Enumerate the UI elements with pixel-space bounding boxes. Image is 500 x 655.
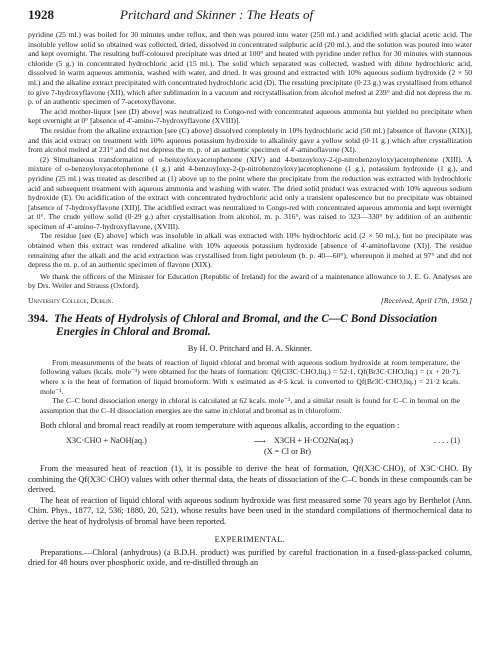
authors: By H. O. Pritchard and H. A. Skinner. <box>187 343 313 353</box>
body-paragraph: Preparations.—Chloral (anhydrous) (a B.D.H. product) was purified by careful fractionation in a fused-glass-packed column, dried for 48 hours over phosphoric oxide, and re-distilled through an <box>28 547 472 568</box>
affiliation: University College, Dublin. <box>28 296 114 306</box>
previous-article-continuation <box>28 30 472 307</box>
body-paragraph: Both chloral and bromal react readily at room temperature with aqueous alkalis, according to the equation : <box>40 421 400 431</box>
article-title-text: The Heats of Hydrolysis of Chloral and Bromal, and the C—C Bond Dissociation Energies in Chloral and Bromal. <box>53 313 438 339</box>
page-number: 1928 <box>28 7 54 22</box>
continuation-paragraph: The residue from the alkaline extraction [see (C) above] dissolved completely in 10% hydrochloric acid (50 ml.) [absence of flavone (XIX)], and this acid extract on treatment with 10% aqueous potassium hydroxide to alkalinity gave a yellow solid (0·11 g.) which after crystallization from alcohol melted at 231° and did not depress the m. p. of an authentic specimen of 4'-aminoflavone (XI). <box>28 125 472 155</box>
affiliation-row <box>28 294 472 307</box>
equation-number: . . . . (1) <box>434 436 460 445</box>
article-number: 394. <box>28 313 48 326</box>
equation <box>28 436 472 460</box>
article-title <box>28 313 472 340</box>
acknowledgement: We thank the officers of the Minister for Education (Republic of Ireland) for the award of a maintenance allowance to J. E. G. Analyses are by Drs. Weiler and Strauss (Oxford). <box>28 271 472 291</box>
abstract <box>28 358 472 416</box>
abstract-paragraph: The C–C bond dissociation energy in chloral is calculated at 62 kcals. mole⁻¹, and a similar result is found for C–C in bromal on the assumption that the C–H dissociation energies are the same in chloral and bromal as in chloroform. <box>40 396 460 415</box>
continuation-paragraph: pyridine (25 ml.) was boiled for 30 minutes under reflux, and then was poured into water (250 ml.) and acidified with glacial acetic acid. The insoluble yellow solid so obtained was collected, dried, dissolved in concentrated sulphuric acid (20 ml.), and the solution was poured into water and kept overnight. The resulting buff-coloured precipitate was dried at 100° and heated with pyridine under reflux for 30 minutes with stannous chloride (5 g.) in concentrated hydrochloric acid (15 ml.). The solid which separated was collected, washed with dilute hydrochloric acid, dissolved in warm aqueous ammonia, washed with water, and dried. It was ground and extracted with 10% aqueous sodium hydroxide (2 × 50 ml.) and the alkaline extract precipitated with concentrated hydrochloric acid (D). The resulting precipitate (0·23 g.) was crystallised from ethanol to give 7-hydroxyflavone (XII), which after sublimation in a vacuum and recrystallisation from alcohol melted at 239° and did not depress the m. p. of an authentic specimen of 7-acetoxyflavone. <box>28 30 472 107</box>
running-title: Pritchard and Skinner : The Heats of <box>120 7 314 22</box>
continuation-paragraph: The acid mother-liquor [see (D) above] was neutralized to Congo-red with concentrated aqueous ammonia but yielded no precipitate when kept overnight at 0° [absence of 4'-amino-7-hydroxyflavone (XVIII)]. <box>28 106 472 126</box>
equation-lhs: X3C·CHO + NaOH(aq.) <box>66 436 147 445</box>
equation-arrow: ⟶ <box>254 437 266 446</box>
body-paragraph: From the measured heat of reaction (1), it is possible to derive the heat of formation, Qf(X3C·CHO), of X3C·CHO. By combining the Qf(X3C·CHO) values with other thermal data, the heats of dissociation of the C–C bonds in these compounds can be derived. <box>28 464 472 495</box>
abstract-paragraph: From measurements of the heats of reaction of liquid chloral and bromal with aqueous sodium hydroxide at room temperature, the following values (kcals. mole⁻¹) were obtained for the heats of formation: Qf(Cl3C·CHO,liq.) = 52·1, Qf(Br3C·CHO,liq.) = (x + 20·7), where x is the heat of formation of liquid bromoform. With x estimated as 4·5 kcal. is converted to Qf(Br3C·CHO,liq.) = 21·2 kcals. mole⁻¹. <box>40 357 460 396</box>
running-head <box>28 6 472 24</box>
continuation-paragraph: The residue [see (E) above] which was insoluble in alkali was extracted with 10% hydrochloric acid (2 × 50 ml.), but no precipitate was obtained when this extract was rendered alkaline with 10% aqueous potassium hydroxide [absence of 4'-aminoflavone (XI)]. The residue remaining after the alkali and the acid extraction was crystallised from light petroleum (b. p. 40—60°), whereupon it melted at 97° and did not depress the m. p. of an authentic specimen of flavone (XIX). <box>28 231 472 270</box>
equation-rhs: X3CH + H·CO2Na(aq.) <box>274 436 353 445</box>
continuation-paragraph: (2) Simultaneous transformation of o-benzoyloxyacetophenone (XIV) and 4-benzoyloxy-2-(p-nitrobenzoyloxy)acetophenone (XIII). A mixture of o-benzoyloxyacetophenone (1 g.) and 4-benzoyloxy-2-(p-nitrobenzoyloxy)acetophenone (1 g.), potassium hydroxide (1 g.), and pyridine (25 ml.) was treated as described at (1) above up to the point where the precipitate from the reduction was extracted with hydrochloric acid and subsequent treatment with aqueous ammonia and washing with water. The dried solid product was extracted with 10% aqueous sodium hydroxide (E). On acidification of the extract with concentrated hydrochloric acid only a transient opalescence but no precipitate was obtained [absence of 7-hydroxyflavone (XII)]. The acidified extract was neutralized to Congo-red with concentrated aqueous ammonia and kept overnight at 0°. The crude yellow solid (0·29 g.) after crystallisation from alcohol, m. p. 316°, was raised to 323—330° by addition of an authentic specimen of 4'-amino-7-hydroxyflavone, (XVIII). <box>28 154 472 231</box>
received-date: [Received, April 17th, 1950.] <box>380 296 472 306</box>
body-paragraph: The heat of reaction of liquid chloral with aqueous sodium hydroxide was first measured some 70 years ago by Berthelot (Ann. Chim. Phys., 1877, 12, 536; 1880, 20, 521), whose results have been used in the standard compilations of thermochemical data to derive the heat of hydrolysis of bromal have been reported. <box>28 495 472 526</box>
equation-condition: (X = Cl or Br) <box>264 447 311 456</box>
section-heading: EXPERIMENTAL. <box>214 534 286 544</box>
